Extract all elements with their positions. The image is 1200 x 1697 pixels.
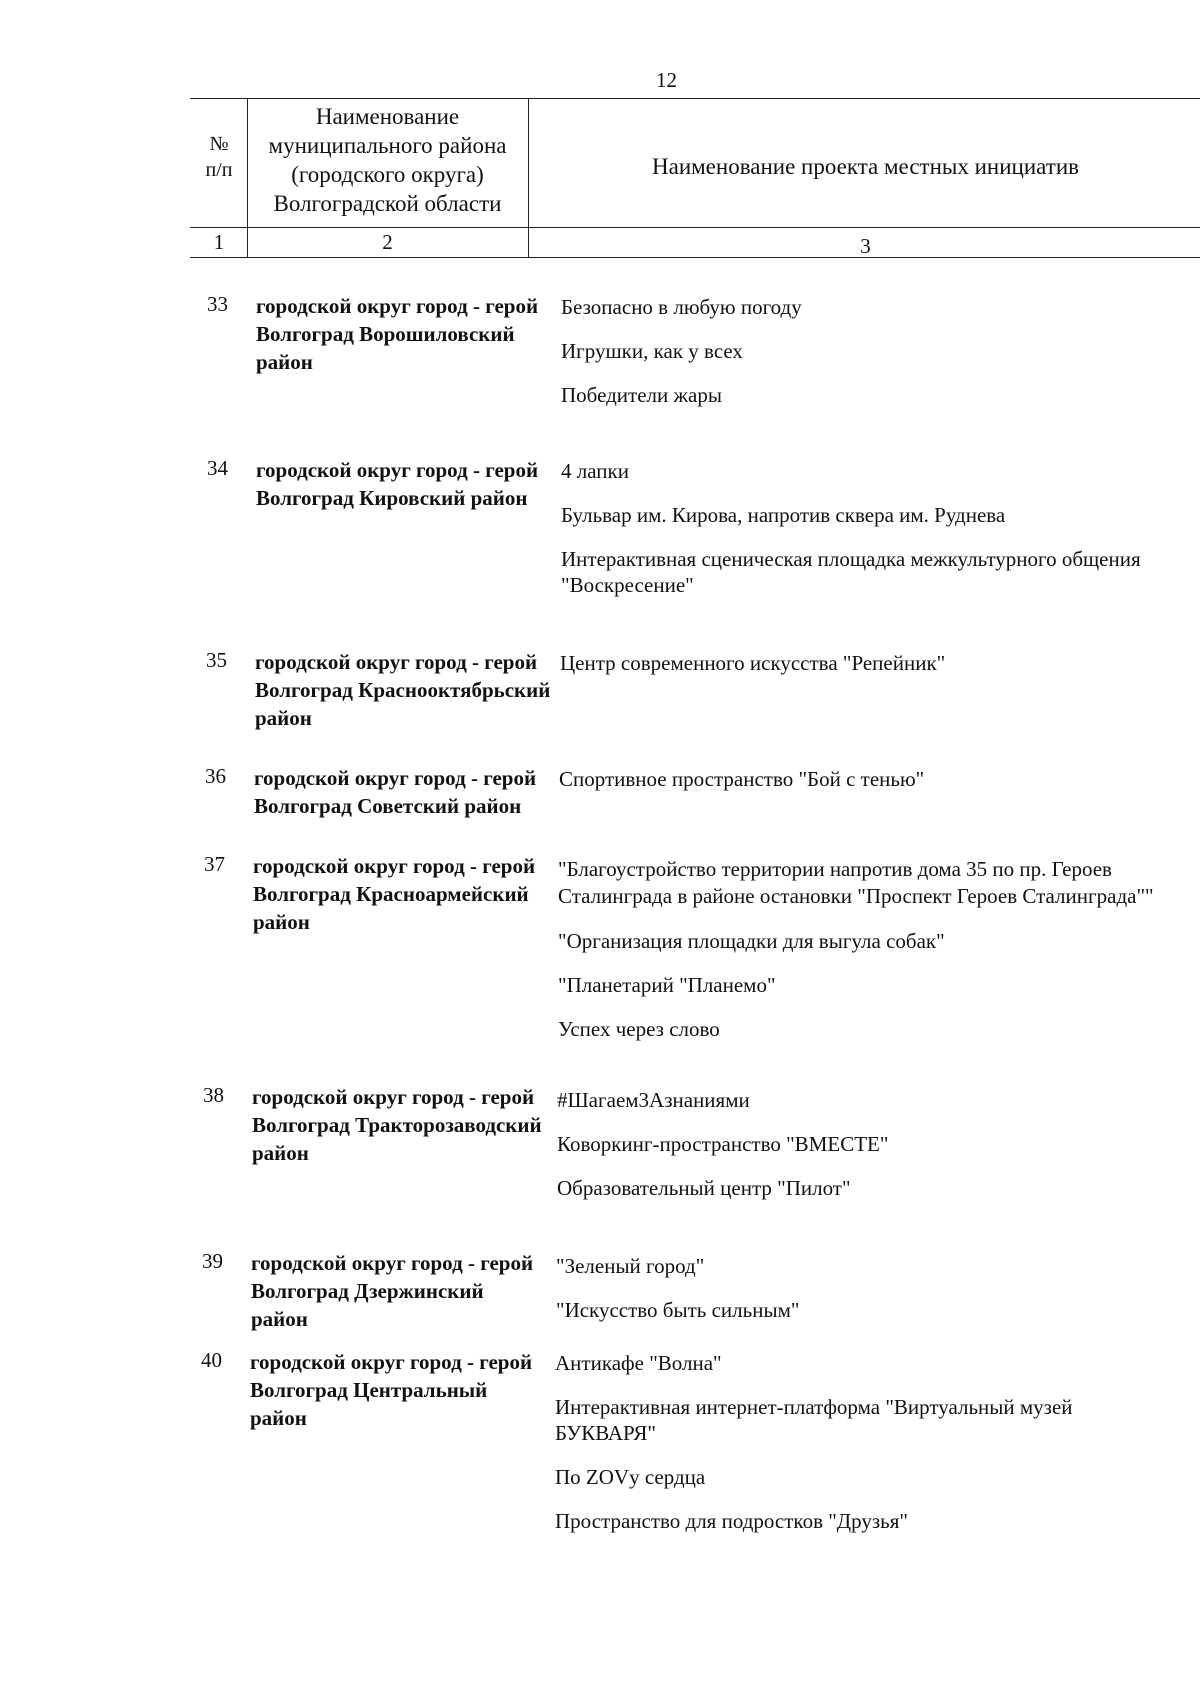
- project-item: Интерактивная сценическая площадка межкультурного общения "Воскресение": [561, 547, 1141, 597]
- project-item: Пространство для подростков "Друзья": [555, 1509, 908, 1533]
- project-list: [561, 294, 1151, 426]
- row-number: 40: [201, 1348, 222, 1372]
- project-item: Игрушки, как у всех: [561, 339, 743, 363]
- project-item: Безопасно в любую погоду: [561, 295, 802, 319]
- project-item: Интерактивная интернет-платформа "Виртуальный музей БУКВАРЯ": [555, 1395, 1073, 1445]
- project-list: [555, 1350, 1130, 1552]
- district-name: городской округ город - герой Волгоград Краснооктябрьский район: [255, 650, 551, 730]
- row-number: 33: [207, 292, 228, 316]
- header-mid-rule: [190, 227, 1200, 228]
- header-num-1: 1: [213, 230, 225, 254]
- project-list: [560, 650, 1150, 694]
- project-item: Центр современного искусства "Репейник": [560, 651, 946, 675]
- project-item: Антикафе "Волна": [555, 1351, 722, 1375]
- header-num-3: 3: [860, 234, 871, 258]
- project-item: "Зеленый город": [556, 1254, 705, 1278]
- project-item: По ZOVу сердца: [555, 1465, 706, 1489]
- project-list: [561, 458, 1151, 616]
- project-item: Успех через слово: [558, 1017, 720, 1041]
- project-item: 4 лапки: [561, 459, 629, 483]
- header-top-rule: [190, 98, 1200, 99]
- project-item: "Искусство быть сильным": [556, 1298, 800, 1322]
- project-item: Коворкинг-пространство "ВМЕСТЕ": [557, 1132, 889, 1156]
- project-item: Образовательный центр "Пилот": [557, 1176, 851, 1200]
- row-number: 34: [207, 456, 228, 480]
- project-item: "Планетарий "Планемо": [558, 973, 776, 997]
- page-number: 12: [656, 68, 677, 92]
- header-divider-1: [247, 98, 248, 257]
- project-list: [559, 766, 1149, 810]
- project-item: Бульвар им. Кирова, напротив сквера им. Руднева: [561, 503, 1006, 527]
- project-item: "Благоустройство территории напротив дома 35 по пр. Героев Сталинграда в районе остановки "Проспект Героев Сталинграда"": [558, 857, 1154, 908]
- row-number: 35: [206, 648, 227, 672]
- header-col-number: № п/п: [205, 133, 233, 181]
- project-item: #Шагаем3Азнаниями: [557, 1088, 750, 1112]
- project-item: "Организация площадки для выгула собак": [558, 929, 945, 953]
- row-number: 38: [203, 1083, 224, 1107]
- project-list: [558, 856, 1163, 1060]
- district-name: городской округ город - герой Волгоград Ворошиловский район: [256, 294, 539, 374]
- header-divider-2: [528, 98, 529, 257]
- district-name: городской округ город - герой Волгоград Кировский район: [256, 458, 539, 510]
- header-num-2: 2: [382, 230, 393, 254]
- row-number: 39: [202, 1249, 223, 1273]
- district-name: городской округ город - герой Волгоград Дзержинский район: [251, 1251, 534, 1331]
- district-name: городской округ город - герой Волгоград Советский район: [254, 766, 537, 818]
- project-list: [557, 1087, 1147, 1219]
- project-item: Спортивное пространство "Бой с тенью": [559, 767, 925, 791]
- row-number: 37: [204, 852, 225, 876]
- header-col-district: Наименование муниципального района (городского округа) Волгоградской области: [268, 104, 507, 216]
- header-col-project: Наименование проекта местных инициатив: [652, 154, 1079, 179]
- district-name: городской округ город - герой Волгоград Красноармейский район: [253, 854, 536, 934]
- row-number: 36: [205, 764, 226, 788]
- district-name: городской округ город - герой Волгоград Тракторозаводский район: [252, 1085, 542, 1165]
- district-name: городской округ город - герой Волгоград Центральный район: [250, 1350, 533, 1430]
- project-list: [556, 1253, 1146, 1341]
- project-item: Победители жары: [561, 383, 722, 407]
